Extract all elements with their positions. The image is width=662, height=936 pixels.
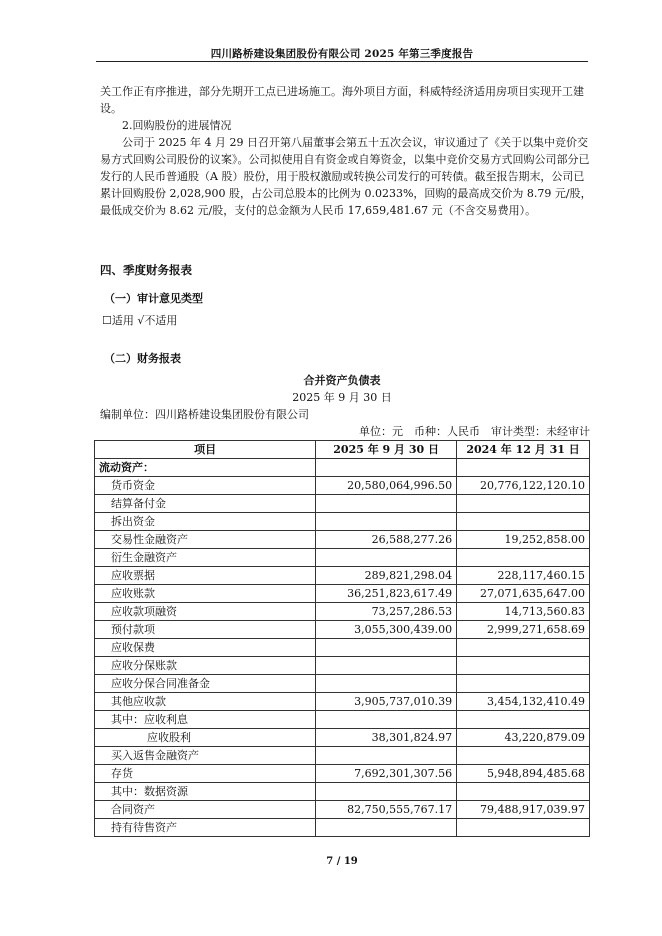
row-label: 衍生金融资产 bbox=[95, 549, 316, 567]
table-row bbox=[95, 693, 590, 711]
row-previous bbox=[457, 819, 590, 837]
row-label: 预付款项 bbox=[95, 621, 316, 639]
financial-statements-title: （二）财务报表 bbox=[104, 352, 181, 365]
row-previous: 43,220,879.09 bbox=[457, 729, 590, 747]
table-row bbox=[95, 801, 590, 819]
row-current: 3,905,737,010.39 bbox=[316, 693, 457, 711]
row-label: 其他应收款 bbox=[95, 693, 316, 711]
row-current bbox=[316, 495, 457, 513]
row-previous bbox=[457, 459, 590, 477]
table-row bbox=[95, 477, 590, 495]
row-current: 7,692,301,307.56 bbox=[316, 765, 457, 783]
section4-title: 四、季度财务报表 bbox=[100, 263, 192, 277]
row-previous bbox=[457, 513, 590, 531]
header-divider bbox=[96, 61, 588, 62]
row-current: 82,750,555,767.17 bbox=[316, 801, 457, 819]
table-row bbox=[95, 585, 590, 603]
table-row bbox=[95, 639, 590, 657]
table-row bbox=[95, 675, 590, 693]
row-label: 货币资金 bbox=[95, 477, 316, 495]
row-previous: 228,117,460.15 bbox=[457, 567, 590, 585]
row-previous bbox=[457, 675, 590, 693]
row-previous: 3,454,132,410.49 bbox=[457, 693, 590, 711]
table-row bbox=[95, 657, 590, 675]
row-previous: 5,948,894,485.68 bbox=[457, 765, 590, 783]
buyback-paragraph: 公司于 2025 年 4 月 29 日召开第八届董事会第五十五次会议，审议通过了《关于以集中竞价交易方式回购公司股份的议案》。公司拟使用自有资金或自筹资金，以集中竞价交易方式回购公司部分已发行的人民币普通股（A 股）股份，用于股权激励或转换公司发行的可转债。截至报告期末，公司已累计回购股份 2,028,900 股，占公司总股本的比例为 0.0233%，回购的最高成交价为 8.79 元/股，最低成交价为 8.62 元/股，支付的总金额为人民币 17,659,481.67 元（不含交易费用）。 bbox=[100, 136, 592, 217]
row-previous bbox=[457, 747, 590, 765]
row-previous bbox=[457, 639, 590, 657]
row-label: 其中：数据资源 bbox=[95, 783, 316, 801]
table-row bbox=[95, 819, 590, 837]
table-row bbox=[95, 729, 590, 747]
col-previous-header: 2024 年 12 月 31 日 bbox=[457, 441, 590, 459]
row-label: 应收款项融资 bbox=[95, 603, 316, 621]
table-header-row bbox=[95, 441, 590, 459]
table-row bbox=[95, 549, 590, 567]
table-row bbox=[95, 495, 590, 513]
row-current: 36,251,823,617.49 bbox=[316, 585, 457, 603]
statement-date: 2025 年 9 月 30 日 bbox=[292, 391, 392, 404]
row-previous: 27,071,635,647.00 bbox=[457, 585, 590, 603]
balance-sheet-table bbox=[94, 440, 590, 837]
row-label: 交易性金融资产 bbox=[95, 531, 316, 549]
table-row bbox=[95, 765, 590, 783]
row-current bbox=[316, 513, 457, 531]
row-previous bbox=[457, 711, 590, 729]
row-previous bbox=[457, 549, 590, 567]
table-row bbox=[95, 567, 590, 585]
col-item-header: 项目 bbox=[95, 441, 316, 459]
row-current: 3,055,300,439.00 bbox=[316, 621, 457, 639]
table-row bbox=[95, 513, 590, 531]
row-label: 应收分保账款 bbox=[95, 657, 316, 675]
row-previous: 2,999,271,658.69 bbox=[457, 621, 590, 639]
row-label: 结算备付金 bbox=[95, 495, 316, 513]
row-label: 买入返售金融资产 bbox=[95, 747, 316, 765]
row-label: 流动资产： bbox=[95, 459, 316, 477]
audit-opinion-title: （一）审计意见类型 bbox=[104, 292, 203, 305]
row-current: 38,301,824.97 bbox=[316, 729, 457, 747]
row-current bbox=[316, 459, 457, 477]
row-label: 应收票据 bbox=[95, 567, 316, 585]
row-current: 73,257,286.53 bbox=[316, 603, 457, 621]
row-previous: 20,776,122,120.10 bbox=[457, 477, 590, 495]
row-label: 其中：应收利息 bbox=[95, 711, 316, 729]
row-label: 持有待售资产 bbox=[95, 819, 316, 837]
row-current bbox=[316, 819, 457, 837]
row-previous: 19,252,858.00 bbox=[457, 531, 590, 549]
table-row bbox=[95, 459, 590, 477]
intro-paragraph-1: 关工作正有序推进，部分先期开工点已进场施工。海外项目方面，科威特经济适用房项目实现开工建设。 bbox=[100, 85, 584, 115]
row-previous: 14,713,560.83 bbox=[457, 603, 590, 621]
row-label: 应收股利 bbox=[95, 729, 316, 747]
table-row bbox=[95, 603, 590, 621]
table-row bbox=[95, 711, 590, 729]
row-label: 合同资产 bbox=[95, 801, 316, 819]
row-current bbox=[316, 711, 457, 729]
table-row bbox=[95, 747, 590, 765]
statement-title: 合并资产负债表 bbox=[303, 374, 381, 387]
row-label: 拆出资金 bbox=[95, 513, 316, 531]
row-previous bbox=[457, 495, 590, 513]
row-current: 26,588,277.26 bbox=[316, 531, 457, 549]
row-label: 应收分保合同准备金 bbox=[95, 675, 316, 693]
unit-line: 单位：元 币种：人民币 审计类型：未经审计 bbox=[359, 425, 590, 438]
col-current-header: 2025 年 9 月 30 日 bbox=[316, 441, 457, 459]
page-number: 7 / 19 bbox=[326, 856, 358, 867]
row-current bbox=[316, 549, 457, 567]
row-previous bbox=[457, 783, 590, 801]
row-current bbox=[316, 675, 457, 693]
row-label: 存货 bbox=[95, 765, 316, 783]
row-current bbox=[316, 783, 457, 801]
item2-title: 2.回购股份的进展情况 bbox=[122, 119, 232, 132]
row-current: 20,580,064,996.50 bbox=[316, 477, 457, 495]
preparer-line: 编制单位：四川路桥建设集团股份有限公司 bbox=[100, 408, 309, 421]
row-previous bbox=[457, 657, 590, 675]
row-previous: 79,488,917,039.97 bbox=[457, 801, 590, 819]
row-current bbox=[316, 657, 457, 675]
row-label: 应收账款 bbox=[95, 585, 316, 603]
audit-options: ☐适用 √不适用 bbox=[102, 314, 178, 327]
row-current: 289,821,298.04 bbox=[316, 567, 457, 585]
table-row bbox=[95, 621, 590, 639]
row-label: 应收保费 bbox=[95, 639, 316, 657]
report-header: 四川路桥建设集团股份有限公司 2025 年第三季度报告 bbox=[210, 48, 474, 60]
table-row bbox=[95, 783, 590, 801]
row-current bbox=[316, 639, 457, 657]
table-row bbox=[95, 531, 590, 549]
row-current bbox=[316, 747, 457, 765]
